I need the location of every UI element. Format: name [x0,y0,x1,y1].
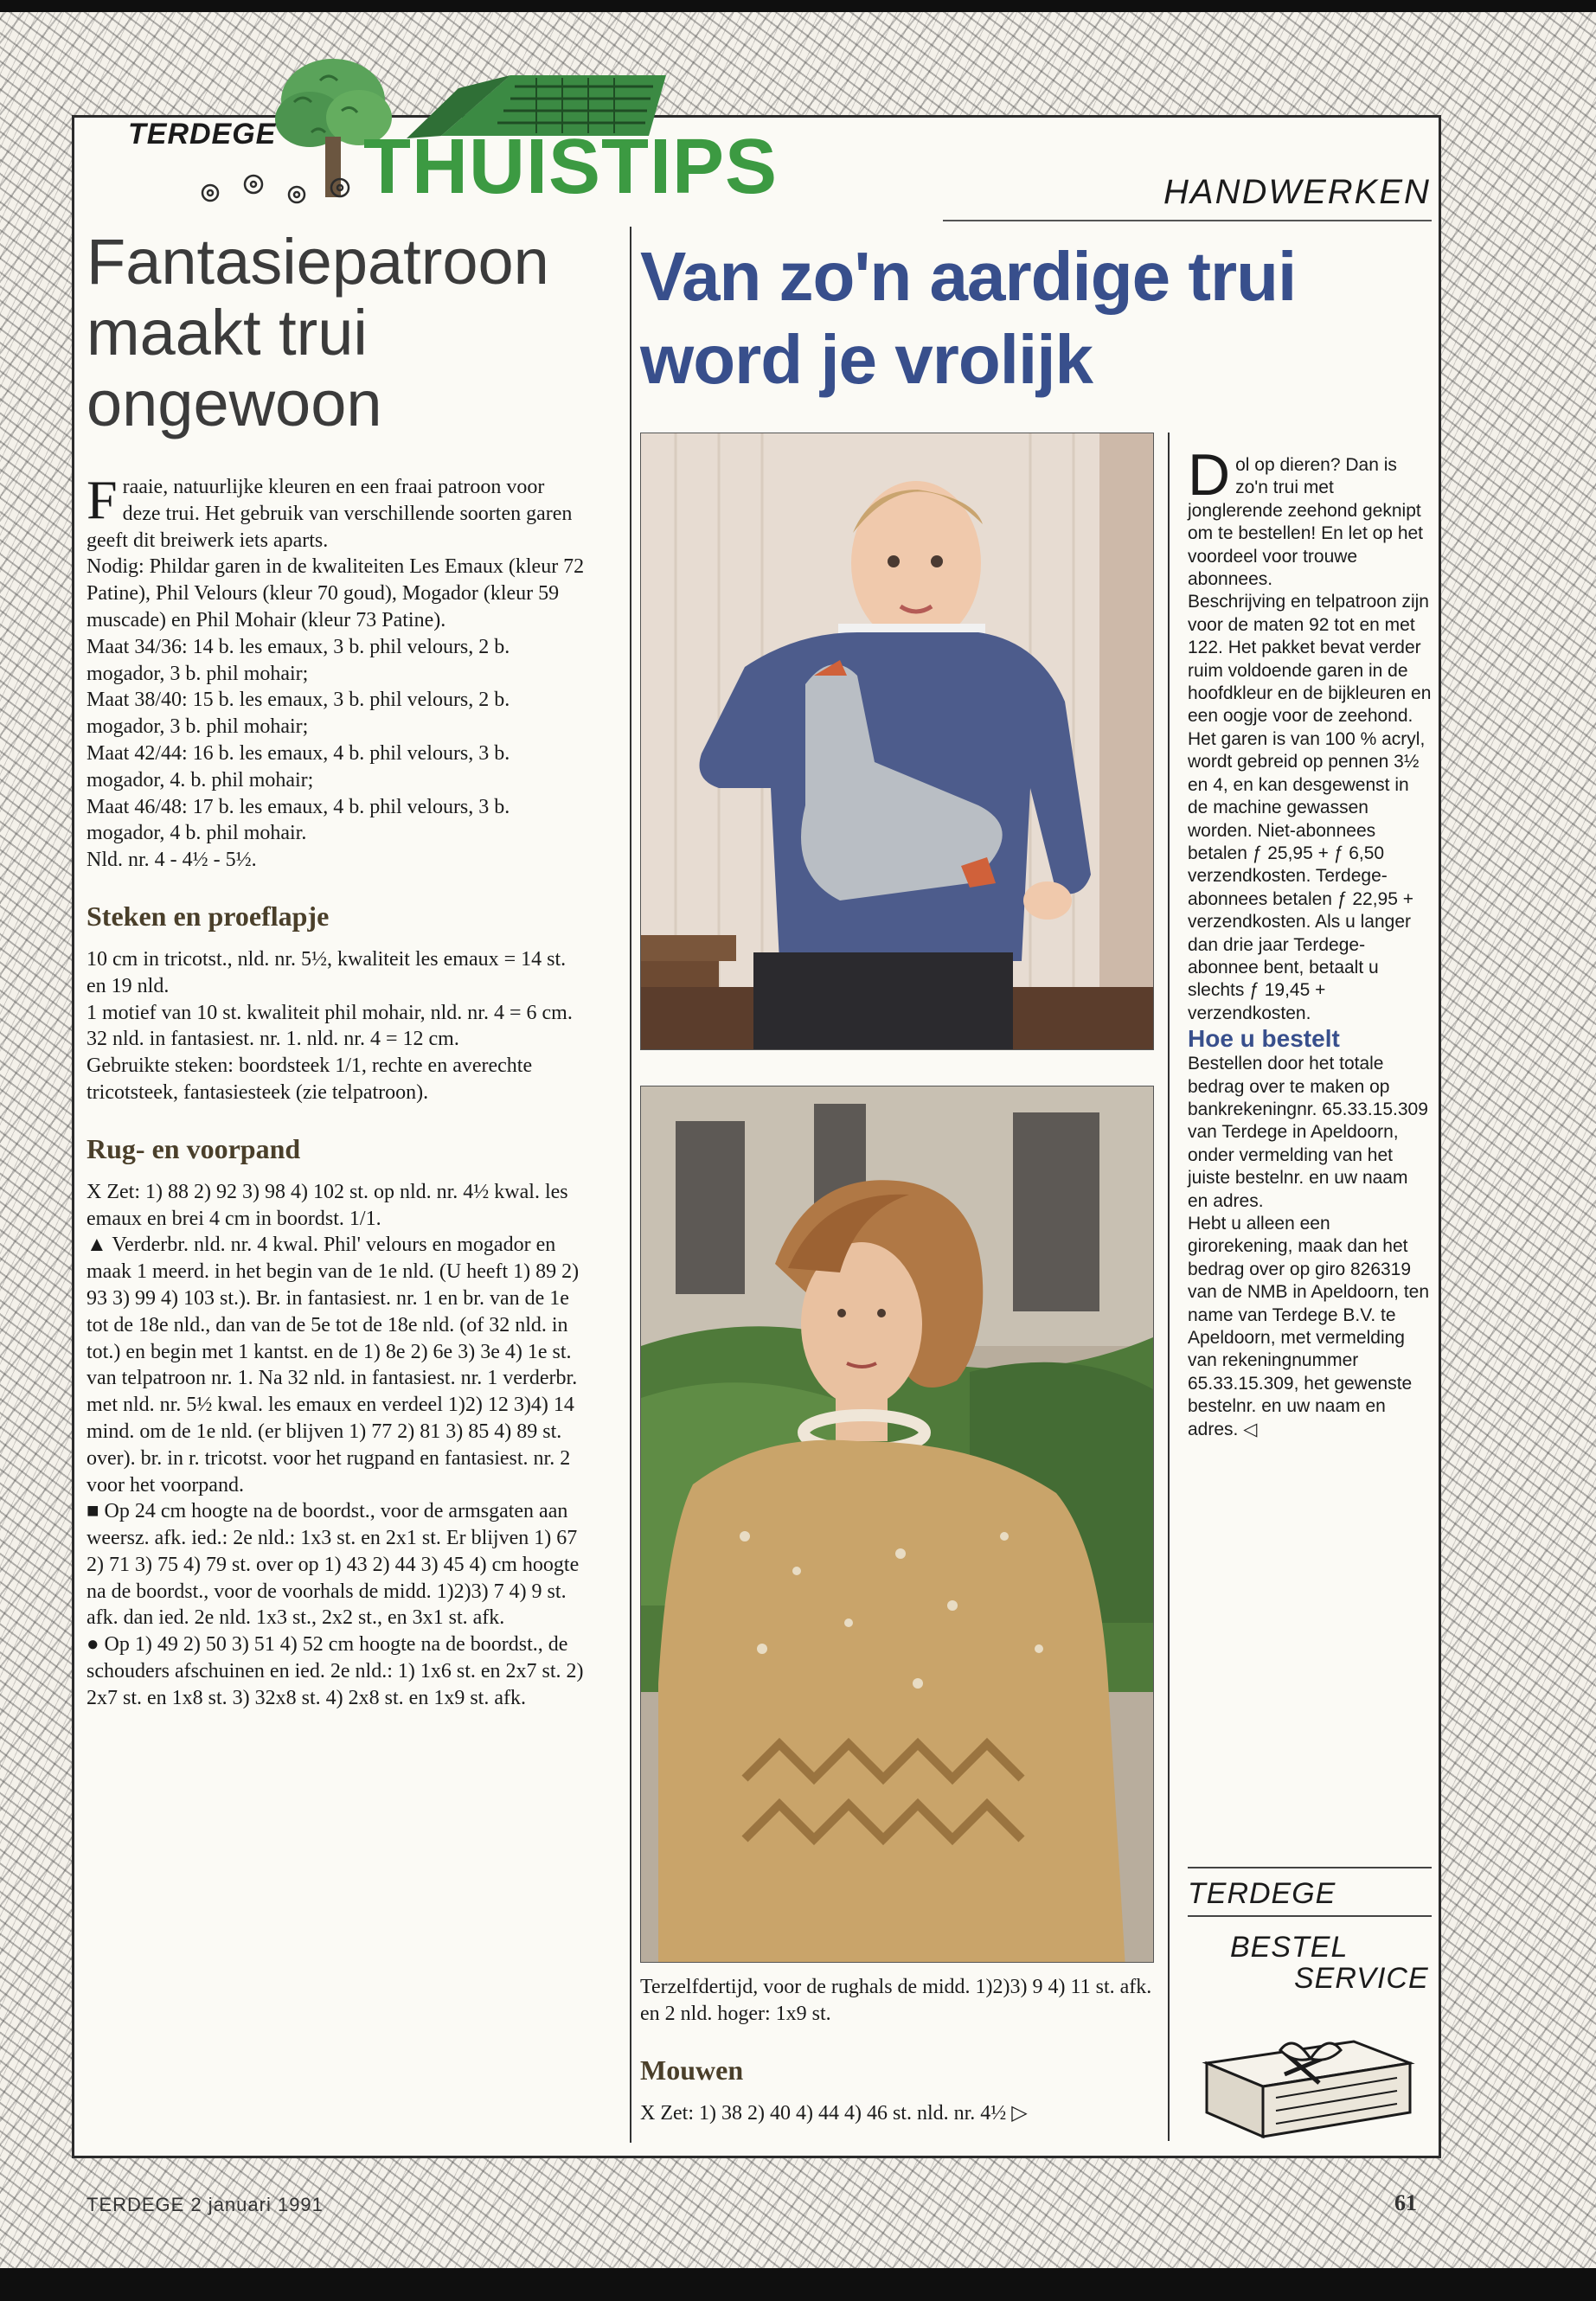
materials-line: Nodig: Phildar garen in de kwaliteiten Les Emaux (kleur 72 Patine), Phil Velours (kleur 70 goud), Mogador (kleur 59 muscade) en Phil Mohair (kleur 73 Patine). [87,555,585,631]
middle-column-text [640,1974,1159,2126]
gauge-line: 32 nld. in fantasiest. nr. 1. nld. nr. 4 = 12 cm. [87,1028,459,1051]
left-intro: raaie, natuurlijke kleuren en een fraai patroon voor deze trui. Het gebruik van verschillende soorten garen geeft dit breiwerk iets aparts. [87,476,573,552]
mouwen-paragraph: X Zet: 1) 38 2) 40 4) 44 4) 46 st. nld. nr. 4½ ▷ [640,2101,1028,2125]
materials-line: Maat 42/44: 16 b. les emaux, 4 b. phil velours, 3 b. mogador, 4. b. phil mohair; [87,741,510,792]
main-headline: Van zo'n aardige trui word je vrolijk [640,238,1297,398]
category-label: HANDWERKEN [1163,173,1431,211]
continued-paragraph: Terzelfdertijd, voor de rughals de midd. 1)2)3) 9 4) 11 st. afk. en 2 nld. hoger: 1x9 st. [640,1976,1152,2025]
materials-line: Maat 38/40: 15 b. les emaux, 3 b. phil velours, 2 b. mogador, 3 b. phil mohair; [87,689,510,739]
service-label: SERVICE [1294,1962,1429,1995]
brand-terdege: TERDEGE [128,118,277,151]
left-dropcap: F [87,469,118,530]
materials-line: Maat 46/48: 17 b. les emaux, 4 b. phil velours, 3 b. mogador, 4 b. phil mohair. [87,795,510,845]
section-title: THUISTIPS [363,124,779,210]
materials-line: Maat 34/36: 14 b. les emaux, 3 b. phil velours, 2 b. mogador, 3 b. phil mohair; [87,635,510,685]
column-divider [630,227,631,2143]
pattern-paragraph: ● Op 1) 49 2) 50 3) 51 4) 52 cm hoogte na de boordst., de schouders afschuinen en ied. 2e nld.: 1) 1x6 st. en 2x7 st. 2) 2x7 st. en 1x8 st. 3) 32x8 st. 4) 2x8 st. en 1x9 st. afk. [87,1633,584,1709]
subheading-steken: Steken en proeflapje [87,900,330,932]
service-rule [1188,1915,1432,1917]
gauge-line: 10 cm in tricotst., nld. nr. 5½, kwaliteit les emaux = 14 st. en 19 nld. [87,947,567,997]
service-brand: TERDEGE [1188,1877,1336,1910]
left-article-body [87,469,585,1712]
right-intro: ol op dieren? Dan is zo'n trui met jonglerende zeehond geknipt om te bestellen! En let op het voordeel voor trouwe abonnees. [1188,455,1424,590]
left-article-title: Fantasiepatroon maakt trui ongewoon [87,226,549,439]
photo-woman-sweater [640,1086,1154,1963]
bottom-border [0,2268,1596,2301]
footer-issue: TERDEGE 2 januari 1991 [87,2194,324,2215]
gauge-line: Gebruikte steken: boordsteek 1/1, rechte en averechte tricotsteek, fantasiesteek (zie telpatroon). [87,1054,533,1104]
page-number: 61 [1394,2190,1417,2215]
order-paragraph: Hebt u alleen een girorekening, maak dan het bedrag over op giro 826319 van de NMB in Apeldoorn, ten name van Terdege B.V. te Apeldoorn, met vermelding van rekeningnummer 65.33.15.309, het gewenste bestelnr. en uw naam en adres. ◁ [1188,1214,1430,1439]
right-body: Beschrijving en telpatroon zijn voor de maten 92 tot en met 122. Het pakket bevat verder ruim voldoende garen in de hoofdkleur en de bijkleuren en een oogje voor de zeehond. Het garen is van 100 % acryl, wordt gebreid op pennen 3½ en 4, en kan desgewenst in de machine gewassen worden. Niet-abonnees betalen ƒ 25,95 + ƒ 6,50 verzendkosten. Terdege-abonnees betalen ƒ 22,95 + verzendkosten. Als u langer dan drie jaar Terdege-abonnee bent, betaalt u slechts ƒ 19,45 + verzendkosten. [1188,592,1432,1023]
column-divider-right [1168,433,1170,2141]
right-dropcap: D [1188,442,1231,508]
pattern-paragraph: ■ Op 24 cm hoogte na de boordst., voor de armsgaten aan weersz. afk. ied.: 2e nld.: 1x3 st. en 2x1 st. Er blijven 1) 67 2) 71 3) 75 4) 79 st. over op 1) 43 2) 44 3) 45 4) cm hoogte na de boordst., voor de voorhals de midd. 1)2)3) 7 4) 9 st. afk. dan ied. 2e nld. 1x3 st., 2x2 st., en 3x1 st. afk. [87,1500,580,1630]
service-bestel: BESTEL [1230,1931,1349,1964]
order-paragraph: Bestellen door het totale bedrag over te maken op bankrekeningnr. 65.33.15.309 van Terdege in Apeldoorn, onder vermelding van het juiste bestelnr. en uw naam en adres. [1188,1054,1428,1211]
subheading-rug: Rug- en voorpand [87,1132,301,1164]
flowers-icon [189,169,370,212]
gauge-line: 1 motief van 10 st. kwaliteit phil mohair, nld. nr. 4 = 6 cm. [87,1001,573,1024]
package-icon [1189,2024,1423,2141]
order-subheading: Hoe u bestelt [1188,1025,1340,1053]
pattern-paragraph: X Zet: 1) 88 2) 92 3) 98 4) 102 st. op nld. nr. 4½ kwal. les emaux en brei 4 cm in boordst. 1/1. [87,1180,568,1230]
header-rule [943,220,1432,221]
subheading-mouwen: Mouwen [640,2054,744,2086]
materials-line: Nld. nr. 4 - 4½ - 5½. [87,849,257,872]
top-border [0,0,1596,12]
right-column-text [1188,442,1432,1441]
pattern-paragraph: ▲ Verderbr. nld. nr. 4 kwal. Phil' velours en mogador en maak 1 meerd. in het begin van de 1e nld. (U heeft 1) 89 2) 93 3) 99 4) 103 st.). Br. in fantasiest. nr. 1 en br. van de 1e tot de 18e nld., dan van de 5e tot de 18e nld. (of 32 nld. in tot.) en begin met 1 kantst. en de 1) 8e 2) 6e 3) 3e 4) 1e st. van telpatroon nr. 1. Na 32 nld. in fantasiest. nr. 1 verderbr. met nld. nr. 5½ kwal. les emaux en verdeel 1)2) 12 3)4) 14 mind. om de 1e nld. (er blijven 1) 77 2) 81 3) 85 4) 89 st. over). br. in r. tricotst. voor het rugpand en fantasiest. nr. 2 voor het voorpand. [87,1234,580,1497]
photo-toddler [640,433,1154,1050]
service-rule [1188,1867,1432,1868]
